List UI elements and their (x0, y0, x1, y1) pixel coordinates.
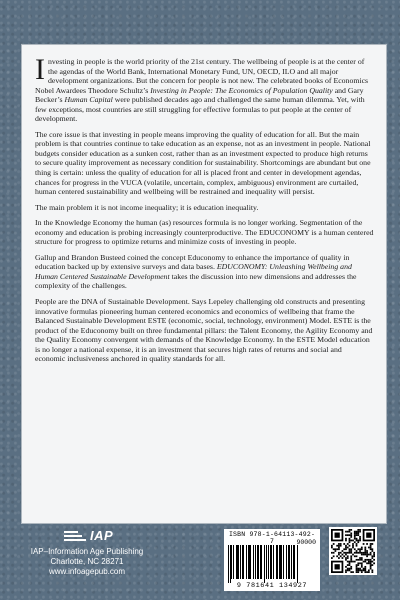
back-cover-text-panel (21, 44, 387, 524)
paragraph-6: People are the DNA of Sustainable Development. Says Lepeley challenging old constructs and presenting innovative formulas pioneering human centered economics and economics of wellbeing that frame the Balanced Sustainable Development ESTE (economic, social, technology, environment) Model. ESTE is the product of the Educonomy built on three fundamental pillars: the Talent Economy, the Agility Economy and the Quality Economy convergent with demands of the Knowledge Economy. In the ESTE Model education is no longer a national expense, it is an investment that secures high rates of returns and social and economic inclusiveness anchored in quality standards for all. (35, 297, 373, 364)
qr-code (329, 527, 377, 575)
paragraph-4: In the Knowledge Economy the human (as) resources formula is no longer working. Segmentation of the economy and education is probing increasingly counterproductive. The EDUCONOMY is a human centered structure for progress to optimize returns and minimize costs of investing in people. (35, 218, 374, 247)
barcode-digits: 9 781641 134927 (236, 582, 308, 590)
logo-text: IAP (90, 528, 114, 543)
barcode-icon (228, 545, 298, 583)
isbn-barcode (224, 529, 320, 591)
paragraph-2: The core issue is that investing in people means improving the quality of education for all. But the main problem is that countries continue to take education as an expense, not as an investment in people. National budgets consider education as a sunken cost, rather than as an investment expected to produce high returns to secure quality improvement as necessary condition for sustainability. Shortcomings are abundant but one thing is certain: unless the quality of education for all is placed front and center in development agendas, chances for progress in the VUCA (volatile, uncertain, complex, ambiguous) environment are curtailed, human centered sustainability and wellbeing will be restrained and inequality will persist. (35, 129, 371, 197)
paragraph-1 (35, 53, 374, 124)
publisher-url: www.infoagepub.com (48, 567, 126, 576)
isbn-label: ISBN 978-1-64113-492-7 (228, 531, 316, 545)
publisher-block (22, 528, 152, 577)
publisher-city: Charlotte, NC 28271 (50, 557, 124, 566)
paragraph-1-text: nvesting in people is the world priority of the 21st century. The wellbeing of people is at the center of the agendas of the World Bank, International Monetary Fund, UN, OECD, ILO and all major development organizations. But the concern for people is not new. The celebrated books of Economics Nobel Awardees Theodore Schultz’s Investing in People: The Economics of Population Quality and Gary Becker’s Human Capital were published decades ago and challenged the same human dilemma. Yet, with few exceptions, most countries are still struggling for effective formulas to put people at the center of development. (35, 57, 369, 124)
price-code: 90000 (296, 539, 316, 546)
paragraph-3: The main problem it is not income inequality; it is education inequality. (35, 202, 259, 212)
publisher-name: IAP–Information Age Publishing (30, 547, 144, 556)
iap-logo (64, 528, 152, 543)
logo-lines-icon (64, 531, 86, 541)
drop-cap: I (35, 53, 45, 86)
paragraph-5: Gallup and Brandon Busteed coined the concept Educonomy to enhance the importance of quality in education backed up by extensive surveys and data bases. EDUCONOMY: Unleashing Wellbeing and Human Centered Sustainable Development takes the discussion into new dimensions and addresses the complexity of the challenges. (35, 252, 357, 291)
qr-code-icon (331, 529, 375, 573)
